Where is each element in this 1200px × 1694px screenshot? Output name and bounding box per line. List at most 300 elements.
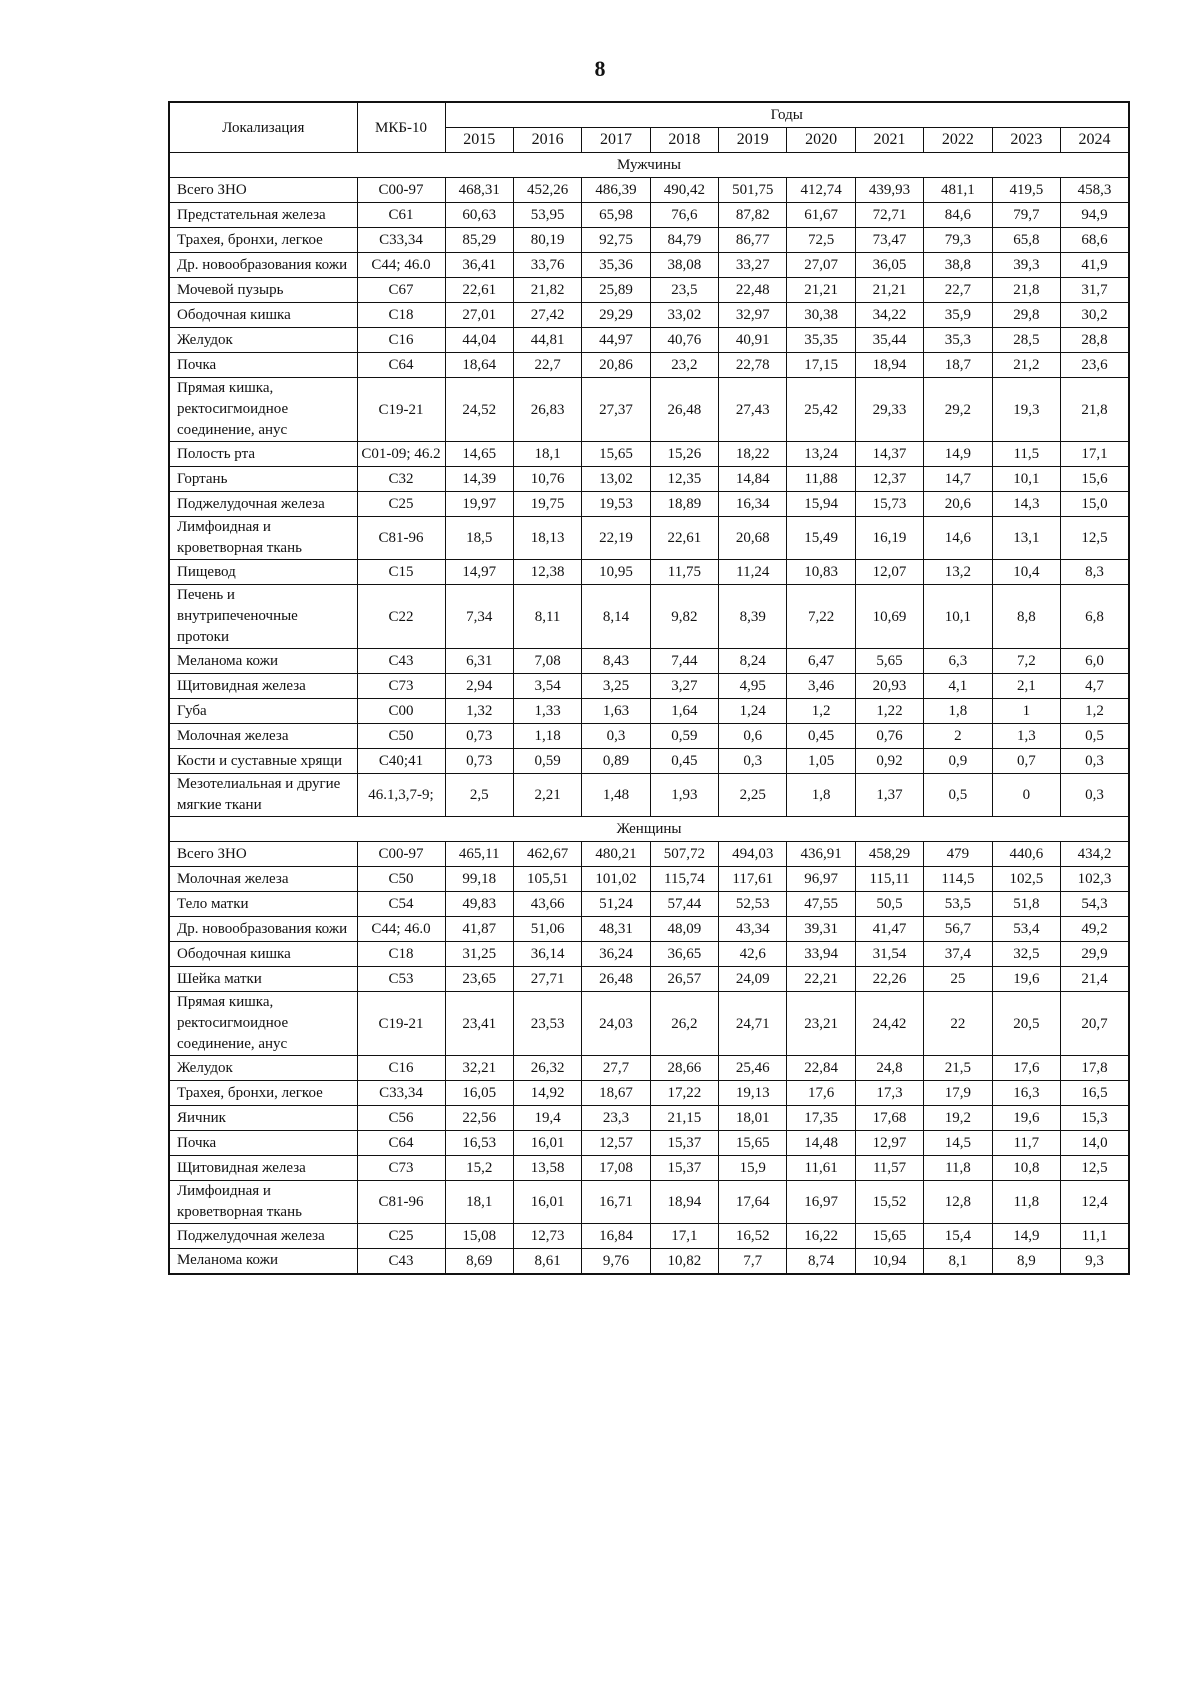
value-cell: 7,2 [992,649,1060,674]
value-cell: 38,08 [650,253,718,278]
value-cell: 7,22 [787,585,855,649]
value-cell: 412,74 [787,178,855,203]
value-cell: 33,76 [513,253,581,278]
localization-cell: Молочная железа [169,867,357,892]
value-cell: 15,52 [855,1181,923,1224]
value-cell: 6,3 [924,649,992,674]
localization-cell: Желудок [169,328,357,353]
value-cell: 15,9 [719,1156,787,1181]
value-cell: 0,3 [719,749,787,774]
localization-cell: Прямая кишка, ректосигмоидное соединение, анус [169,378,357,442]
value-cell: 7,7 [719,1249,787,1274]
value-cell: 9,3 [1061,1249,1129,1274]
value-cell: 27,42 [513,303,581,328]
value-cell: 21,4 [1061,967,1129,992]
value-cell: 24,42 [855,992,923,1056]
value-cell: 440,6 [992,842,1060,867]
table-row [169,1106,1129,1131]
table-row [169,203,1129,228]
value-cell: 419,5 [992,178,1060,203]
value-cell: 22,21 [787,967,855,992]
value-cell: 1,05 [787,749,855,774]
value-cell: 21,82 [513,278,581,303]
value-cell: 53,5 [924,892,992,917]
value-cell: 4,7 [1061,674,1129,699]
value-cell: 28,8 [1061,328,1129,353]
value-cell: 14,48 [787,1131,855,1156]
value-cell: 436,91 [787,842,855,867]
table-row [169,517,1129,560]
table-row [169,1181,1129,1224]
value-cell: 10,4 [992,560,1060,585]
value-cell: 16,19 [855,517,923,560]
value-cell: 17,3 [855,1081,923,1106]
value-cell: 0,6 [719,724,787,749]
icd-code-cell: С15 [357,560,445,585]
localization-cell: Щитовидная железа [169,674,357,699]
value-cell: 11,8 [924,1156,992,1181]
value-cell: 15,0 [1061,492,1129,517]
icd-code-cell: 46.1,3,7-9; [357,774,445,817]
value-cell: 14,9 [924,442,992,467]
value-cell: 13,58 [513,1156,581,1181]
value-cell: 1,37 [855,774,923,817]
value-cell: 17,9 [924,1081,992,1106]
value-cell: 0,73 [445,749,513,774]
value-cell: 12,97 [855,1131,923,1156]
value-cell: 2,94 [445,674,513,699]
icd-code-cell: С00-97 [357,842,445,867]
table-row [169,328,1129,353]
years-header: Годы [445,102,1129,128]
value-cell: 33,02 [650,303,718,328]
value-cell: 17,22 [650,1081,718,1106]
table-row [169,378,1129,442]
value-cell: 12,57 [582,1131,650,1156]
value-cell: 16,71 [582,1181,650,1224]
value-cell: 35,3 [924,328,992,353]
value-cell: 23,41 [445,992,513,1056]
group-title: Мужчины [169,153,1129,178]
value-cell: 21,5 [924,1056,992,1081]
value-cell: 39,3 [992,253,1060,278]
value-cell: 96,97 [787,867,855,892]
value-cell: 1,2 [787,699,855,724]
value-cell: 68,6 [1061,228,1129,253]
localization-cell: Меланома кожи [169,1249,357,1274]
value-cell: 51,24 [582,892,650,917]
value-cell: 0 [992,774,1060,817]
table-row [169,303,1129,328]
table-row [169,442,1129,467]
value-cell: 14,92 [513,1081,581,1106]
value-cell: 12,73 [513,1224,581,1249]
table-row [169,1081,1129,1106]
value-cell: 0,45 [650,749,718,774]
value-cell: 16,53 [445,1131,513,1156]
table-row [169,774,1129,817]
value-cell: 38,8 [924,253,992,278]
icd-code-cell: С54 [357,892,445,917]
localization-cell: Лимфоидная и кроветворная ткань [169,517,357,560]
value-cell: 114,5 [924,867,992,892]
value-cell: 41,47 [855,917,923,942]
icd-code-cell: С73 [357,1156,445,1181]
localization-cell: Гортань [169,467,357,492]
value-cell: 84,6 [924,203,992,228]
value-cell: 36,24 [582,942,650,967]
value-cell: 16,34 [719,492,787,517]
value-cell: 26,83 [513,378,581,442]
value-cell: 13,1 [992,517,1060,560]
value-cell: 4,1 [924,674,992,699]
value-cell: 11,5 [992,442,1060,467]
value-cell: 18,94 [855,353,923,378]
value-cell: 40,76 [650,328,718,353]
localization-cell: Предстательная железа [169,203,357,228]
value-cell: 24,8 [855,1056,923,1081]
icd-code-cell: С22 [357,585,445,649]
value-cell: 16,52 [719,1224,787,1249]
value-cell: 51,06 [513,917,581,942]
value-cell: 32,97 [719,303,787,328]
table-row [169,917,1129,942]
value-cell: 481,1 [924,178,992,203]
value-cell: 41,87 [445,917,513,942]
value-cell: 0,9 [924,749,992,774]
value-cell: 26,48 [650,378,718,442]
table-row [169,967,1129,992]
value-cell: 23,65 [445,967,513,992]
value-cell: 16,5 [1061,1081,1129,1106]
value-cell: 15,65 [582,442,650,467]
value-cell: 21,21 [855,278,923,303]
value-cell: 17,6 [992,1056,1060,1081]
value-cell: 40,91 [719,328,787,353]
value-cell: 57,44 [650,892,718,917]
value-cell: 12,5 [1061,1156,1129,1181]
table-row [169,228,1129,253]
value-cell: 19,97 [445,492,513,517]
year-header-cell: 2017 [582,128,650,153]
value-cell: 18,67 [582,1081,650,1106]
value-cell: 20,5 [992,992,1060,1056]
value-cell: 0,59 [650,724,718,749]
value-cell: 1,2 [1061,699,1129,724]
value-cell: 87,82 [719,203,787,228]
value-cell: 19,6 [992,967,1060,992]
value-cell: 0,59 [513,749,581,774]
value-cell: 11,7 [992,1131,1060,1156]
value-cell: 32,21 [445,1056,513,1081]
value-cell: 17,15 [787,353,855,378]
value-cell: 501,75 [719,178,787,203]
value-cell: 24,03 [582,992,650,1056]
value-cell: 65,8 [992,228,1060,253]
value-cell: 22,19 [582,517,650,560]
value-cell: 33,94 [787,942,855,967]
value-cell: 5,65 [855,649,923,674]
value-cell: 27,43 [719,378,787,442]
value-cell: 31,7 [1061,278,1129,303]
year-header-cell: 2022 [924,128,992,153]
value-cell: 16,22 [787,1224,855,1249]
value-cell: 0,3 [582,724,650,749]
icd-code-cell: С61 [357,203,445,228]
localization-cell: Почка [169,353,357,378]
table-row [169,1056,1129,1081]
value-cell: 105,51 [513,867,581,892]
value-cell: 92,75 [582,228,650,253]
value-cell: 18,1 [513,442,581,467]
value-cell: 35,9 [924,303,992,328]
value-cell: 9,82 [650,585,718,649]
value-cell: 22,84 [787,1056,855,1081]
value-cell: 17,6 [787,1081,855,1106]
localization-cell: Мезотелиальная и другие мягкие ткани [169,774,357,817]
value-cell: 2,5 [445,774,513,817]
value-cell: 25,89 [582,278,650,303]
value-cell: 39,31 [787,917,855,942]
table-row [169,1131,1129,1156]
value-cell: 18,13 [513,517,581,560]
value-cell: 17,8 [1061,1056,1129,1081]
localization-cell: Лимфоидная и кроветворная ткань [169,1181,357,1224]
table-row [169,842,1129,867]
value-cell: 8,39 [719,585,787,649]
value-cell: 8,3 [1061,560,1129,585]
value-cell: 73,47 [855,228,923,253]
value-cell: 1,32 [445,699,513,724]
value-cell: 13,02 [582,467,650,492]
value-cell: 15,6 [1061,467,1129,492]
value-cell: 14,37 [855,442,923,467]
value-cell: 85,29 [445,228,513,253]
localization-cell: Шейка матки [169,967,357,992]
value-cell: 17,1 [650,1224,718,1249]
value-cell: 35,35 [787,328,855,353]
value-cell: 6,0 [1061,649,1129,674]
value-cell: 19,3 [992,378,1060,442]
value-cell: 47,55 [787,892,855,917]
value-cell: 11,1 [1061,1224,1129,1249]
value-cell: 48,09 [650,917,718,942]
value-cell: 115,74 [650,867,718,892]
table-header [169,102,1129,153]
table-row [169,867,1129,892]
value-cell: 14,0 [1061,1131,1129,1156]
value-cell: 52,53 [719,892,787,917]
value-cell: 17,35 [787,1106,855,1131]
value-cell: 18,01 [719,1106,787,1131]
value-cell: 53,95 [513,203,581,228]
localization-cell: Ободочная кишка [169,942,357,967]
localization-cell: Трахея, бронхи, легкое [169,1081,357,1106]
value-cell: 36,14 [513,942,581,967]
localization-cell: Прямая кишка, ректосигмоидное соединение, анус [169,992,357,1056]
table-row [169,724,1129,749]
value-cell: 22,7 [513,353,581,378]
table-row [169,1249,1129,1274]
value-cell: 18,89 [650,492,718,517]
icd-code-cell: С25 [357,1224,445,1249]
value-cell: 24,71 [719,992,787,1056]
value-cell: 14,65 [445,442,513,467]
value-cell: 10,69 [855,585,923,649]
value-cell: 65,98 [582,203,650,228]
value-cell: 18,5 [445,517,513,560]
localization-cell: Ободочная кишка [169,303,357,328]
value-cell: 14,97 [445,560,513,585]
value-cell: 79,3 [924,228,992,253]
value-cell: 1,8 [924,699,992,724]
localization-cell: Щитовидная железа [169,1156,357,1181]
group-title: Женщины [169,817,1129,842]
icd-code-cell: С00-97 [357,178,445,203]
value-cell: 10,95 [582,560,650,585]
value-cell: 53,4 [992,917,1060,942]
value-cell: 12,38 [513,560,581,585]
localization-cell: Др. новообразования кожи [169,253,357,278]
year-header-cell: 2021 [855,128,923,153]
value-cell: 465,11 [445,842,513,867]
value-cell: 17,08 [582,1156,650,1181]
icd-code-cell: С16 [357,1056,445,1081]
localization-cell: Поджелудочная железа [169,1224,357,1249]
value-cell: 11,75 [650,560,718,585]
value-cell: 23,3 [582,1106,650,1131]
value-cell: 32,5 [992,942,1060,967]
icd-code-cell: С32 [357,467,445,492]
value-cell: 15,26 [650,442,718,467]
value-cell: 72,5 [787,228,855,253]
value-cell: 434,2 [1061,842,1129,867]
value-cell: 25,42 [787,378,855,442]
value-cell: 21,8 [992,278,1060,303]
localization-cell: Мочевой пузырь [169,278,357,303]
value-cell: 15,65 [719,1131,787,1156]
icd-code-cell: С50 [357,724,445,749]
value-cell: 49,2 [1061,917,1129,942]
value-cell: 19,75 [513,492,581,517]
year-header-cell: 2015 [445,128,513,153]
icd-code-cell: С43 [357,649,445,674]
value-cell: 44,04 [445,328,513,353]
icd-code-cell: С44; 46.0 [357,917,445,942]
value-cell: 439,93 [855,178,923,203]
localization-cell: Яичник [169,1106,357,1131]
value-cell: 458,29 [855,842,923,867]
value-cell: 8,1 [924,1249,992,1274]
value-cell: 13,2 [924,560,992,585]
value-cell: 20,93 [855,674,923,699]
value-cell: 22,56 [445,1106,513,1131]
value-cell: 31,54 [855,942,923,967]
value-cell: 41,9 [1061,253,1129,278]
value-cell: 23,5 [650,278,718,303]
value-cell: 2,21 [513,774,581,817]
value-cell: 1,24 [719,699,787,724]
value-cell: 51,8 [992,892,1060,917]
page-number: 8 [594,56,606,81]
value-cell: 10,1 [924,585,992,649]
value-cell: 490,42 [650,178,718,203]
icd-code-cell: С73 [357,674,445,699]
icd-code-cell: С25 [357,492,445,517]
value-cell: 16,01 [513,1181,581,1224]
value-cell: 486,39 [582,178,650,203]
icd-code-cell: С19-21 [357,378,445,442]
value-cell: 76,6 [650,203,718,228]
value-cell: 43,66 [513,892,581,917]
value-cell: 18,7 [924,353,992,378]
value-cell: 21,2 [992,353,1060,378]
value-cell: 13,24 [787,442,855,467]
value-cell: 10,1 [992,467,1060,492]
value-cell: 1 [992,699,1060,724]
value-cell: 7,34 [445,585,513,649]
value-cell: 84,79 [650,228,718,253]
localization-cell: Поджелудочная железа [169,492,357,517]
group-row [169,153,1129,178]
localization-cell: Всего ЗНО [169,842,357,867]
year-header-cell: 2024 [1061,128,1129,153]
value-cell: 44,81 [513,328,581,353]
value-cell: 86,77 [719,228,787,253]
value-cell: 10,83 [787,560,855,585]
localization-cell: Трахея, бронхи, легкое [169,228,357,253]
value-cell: 25,46 [719,1056,787,1081]
value-cell: 18,64 [445,353,513,378]
value-cell: 26,32 [513,1056,581,1081]
value-cell: 12,37 [855,467,923,492]
table-row [169,353,1129,378]
value-cell: 72,71 [855,203,923,228]
icd-header: МКБ-10 [357,102,445,153]
value-cell: 11,8 [992,1181,1060,1224]
icd-code-cell: С18 [357,942,445,967]
value-cell: 22,61 [650,517,718,560]
value-cell: 507,72 [650,842,718,867]
value-cell: 15,37 [650,1131,718,1156]
value-cell: 28,66 [650,1056,718,1081]
value-cell: 9,76 [582,1249,650,1274]
year-header-cell: 2020 [787,128,855,153]
value-cell: 0,3 [1061,749,1129,774]
value-cell: 8,69 [445,1249,513,1274]
value-cell: 458,3 [1061,178,1129,203]
icd-code-cell: С64 [357,1131,445,1156]
value-cell: 48,31 [582,917,650,942]
value-cell: 11,24 [719,560,787,585]
value-cell: 14,9 [992,1224,1060,1249]
value-cell: 15,4 [924,1224,992,1249]
value-cell: 15,94 [787,492,855,517]
value-cell: 50,5 [855,892,923,917]
value-cell: 462,67 [513,842,581,867]
year-header-cell: 2023 [992,128,1060,153]
value-cell: 20,68 [719,517,787,560]
value-cell: 1,8 [787,774,855,817]
incidence-table [168,101,1130,1275]
value-cell: 8,11 [513,585,581,649]
value-cell: 8,74 [787,1249,855,1274]
value-cell: 480,21 [582,842,650,867]
value-cell: 10,82 [650,1249,718,1274]
value-cell: 468,31 [445,178,513,203]
value-cell: 22,7 [924,278,992,303]
value-cell: 34,22 [855,303,923,328]
